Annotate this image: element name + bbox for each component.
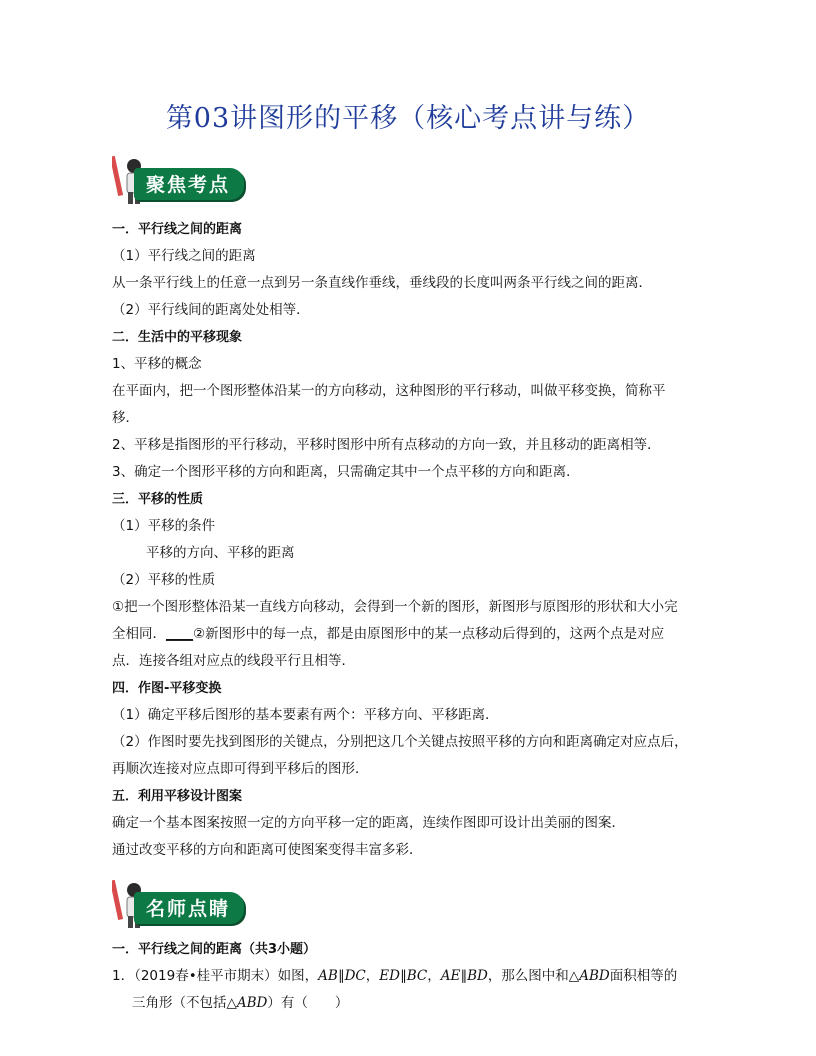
parallel-sign: ∥ [399, 968, 407, 984]
section-heading: 二．生活中的平移现象 [112, 330, 243, 345]
parallel-sign: ∥ [337, 968, 345, 984]
text-line: （1）平行线之间的距离 [112, 248, 256, 264]
text-line: ①把一个图形整体沿某一直线方向移动，会得到一个新的图形，新图形与原图形的形状和大小完 [112, 599, 678, 615]
question-text: 面积相等的 [609, 968, 678, 984]
section-banner-focus [112, 154, 246, 204]
text-span: ②新图形中的每一点，都是由原图形中的某一点移动后得到的，这两个点是对应 [193, 626, 665, 642]
section-heading: 三．平移的性质 [112, 492, 204, 507]
separator: ， [427, 968, 441, 984]
knowledge-points [112, 216, 722, 864]
section-heading: 四．作图-平移变换 [112, 681, 222, 696]
section-heading: 一．平行线之间的距离（共3小题） [112, 942, 317, 957]
text-span: 全相同． [112, 626, 166, 642]
section-heading: 五．利用平移设计图案 [112, 789, 243, 804]
text-line: （1）平移的条件 [112, 518, 216, 534]
math-var: DC [344, 968, 366, 984]
text-line: （2）平移的性质 [112, 572, 216, 588]
question-text: ，那么图中和△ [487, 968, 580, 984]
text-line: 1、平移的概念 [112, 356, 202, 372]
fill-blank: ____ [166, 626, 193, 642]
math-var: BC [406, 968, 428, 984]
question-number: 1． [112, 968, 135, 984]
math-var: ABD [236, 995, 268, 1011]
parallel-sign: ∥ [460, 968, 468, 984]
question-text: 三角形（不包括△ [132, 995, 237, 1011]
text-line: （2）作图时要先找到图形的关键点，分别把这几个关键点按照平移的方向和距离确定对应点后， [112, 734, 688, 750]
question-text: ）有（ ） [267, 995, 349, 1011]
text-line: 2、平移是指图形的平行移动，平移时图形中所有点移动的方向一致，并且移动的距离相等． [112, 437, 661, 453]
text-line: 从一条平行线上的任意一点到另一条直线作垂线，垂线段的长度叫两条平行线之间的距离． [112, 275, 652, 291]
text-line: 再顺次连接对应点即可得到平移后的图形． [112, 761, 369, 777]
math-var: ED [379, 968, 400, 984]
math-var: BD [467, 968, 488, 984]
text-line: 移． [112, 410, 139, 426]
text-line: 3、确定一个图形平移的方向和距离，只需确定其中一个点平移的方向和距离． [112, 464, 580, 480]
question-line [112, 990, 722, 1017]
text-line [112, 621, 722, 648]
text-line: （2）平行线间的距离处处相等． [112, 302, 310, 318]
section-heading: 一．平行线之间的距离 [112, 222, 243, 237]
banner-label: 名师点睛 [146, 898, 231, 920]
banner-label: 聚焦考点 [146, 174, 231, 196]
separator: ， [365, 968, 380, 984]
text-line: 点．连接各组对应点的线段平行且相等． [112, 653, 355, 669]
question-source: （2019春•桂平市期末）如图， [134, 968, 319, 984]
section-banner-teacher [112, 878, 246, 928]
page-title: 第03讲图形的平移（核心考点讲与练） [165, 103, 651, 134]
text-line: 在平面内，把一个图形整体沿某一的方向移动，这种图形的平行移动，叫做平移变换，简称平 [112, 383, 666, 399]
text-line: 确定一个基本图案按照一定的方向平移一定的距离，连续作图即可设计出美丽的图案． [112, 815, 625, 831]
math-var: AE [440, 968, 461, 984]
text-line: 通过改变平移的方向和距离可使图案变得丰富多彩． [112, 842, 423, 858]
practice-section [112, 936, 722, 1017]
math-var: AB [318, 968, 338, 984]
question-line [112, 963, 722, 990]
math-var: ABD [579, 968, 610, 984]
text-line: （1）确定平移后图形的基本要素有两个：平移方向、平移距离． [112, 707, 499, 723]
text-line: 平移的方向、平移的距离 [146, 545, 295, 561]
